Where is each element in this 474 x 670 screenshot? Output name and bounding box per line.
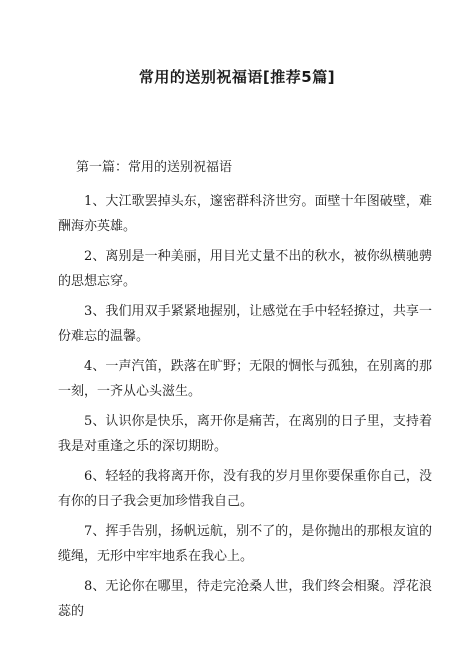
paragraph: 8、无论你在哪里，待走完沧桑人世，我们终会相聚。浮花浪蕊的 <box>58 579 432 619</box>
paragraph: 3、我们用双手紧紧地握别，让感觉在手中轻轻撩过，共享一份难忘的温馨。 <box>58 304 432 344</box>
paragraph: 6、轻轻的我将离开你，没有我的岁月里你要保重你自己，没有你的日子我会更加珍惜我自己。 <box>58 469 432 509</box>
paragraph: 1、大江歌罢掉头东，邃密群科济世穷。面壁十年图破壁，难酬海亦英雄。 <box>58 194 432 234</box>
paragraph-list <box>58 189 432 629</box>
section-heading: 第一篇：常用的送别祝福语 <box>76 160 233 175</box>
paragraph: 5、认识你是快乐，离开你是痛苦，在离别的日子里，支持着我是对重逢之乐的深切期盼。 <box>58 414 432 454</box>
document-title: 常用的送别祝福语[推荐5篇] <box>138 68 336 86</box>
paragraph: 4、一声汽笛，跌落在旷野；无限的惆怅与孤独，在别离的那一刻，一齐从心头滋生。 <box>58 359 432 399</box>
paragraph: 7、挥手告别，扬帆远航，别不了的，是你抛出的那根友谊的缆绳，无形中牢牢地系在我心上。 <box>58 524 432 564</box>
paragraph: 2、离别是一种美丽，用目光丈量不出的秋水，被你纵横驰骋的思想忘穿。 <box>58 249 432 289</box>
